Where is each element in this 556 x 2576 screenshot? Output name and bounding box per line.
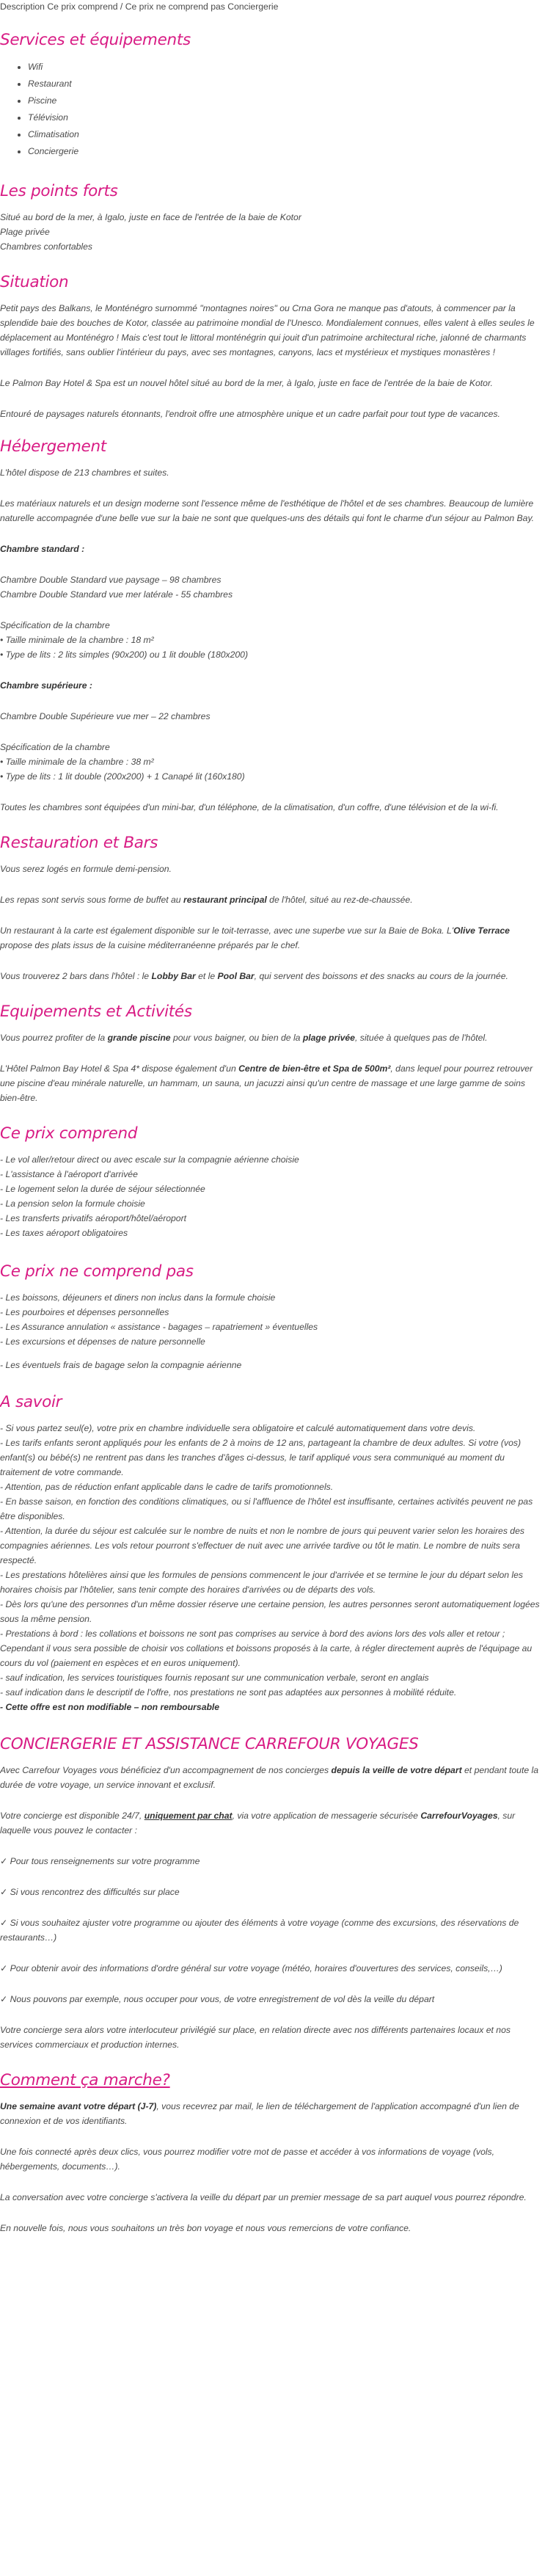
ne-comprend-title: Ce prix ne comprend pas — [0, 1262, 194, 1281]
service-item-conciergerie: • Conciergerie — [28, 143, 544, 160]
restauration-title: Restauration et Bars — [0, 834, 158, 852]
a-savoir-title: A savoir — [0, 1393, 62, 1411]
service-item-climatisation: • Climatisation — [28, 126, 544, 143]
service-item-wifi: • Wifi — [28, 59, 544, 76]
specification-1 — [0, 618, 544, 662]
a-savoir-item: - sauf indication, les services touristiques fournis reposant sur une communication verbale, seront en anglais — [0, 1673, 429, 1683]
a-savoir-item: - En basse saison, en fonction des conditions climatiques, ou si l'affluence de l'hôtel est insuffisante, certaines activités peuvent ne pas être disponibles. — [0, 1496, 533, 1521]
a-savoir-item: - Attention, la durée du séjour est calculée sur le nombre de nuits et non le nombre de jours qui peuvent varier selon les horaires des compagnies aériennes. Les vols retour pourront s'effectuer de nuit avec une arrivée tardive ou tôt le matin. Le nombre de nuits sera respecté. — [0, 1526, 524, 1565]
comment-paragraph-4: En nouvelle fois, nous vous souhaitons un très bon voyage et nous vous remercions de votre confiance. — [0, 2223, 411, 2233]
service-item-piscine: • Piscine — [28, 92, 544, 109]
points-forts-title: Les points forts — [0, 182, 118, 200]
breadcrumb-prix[interactable]: Ce prix comprend / Ce prix ne comprend pas — [47, 1, 225, 12]
equipements-title: Equipements et Activités — [0, 1003, 192, 1021]
specification-title: Spécification de la chambre — [0, 620, 110, 630]
a-savoir-item: - Prestations à bord : les collations et boissons ne sont pas comprises au service à bord des avions lors des vols aller et retour ; Cependant il vous sera possible de choisir vos collations et boissons proposés à la carte, à régler directement auprès de l'équipage au cours du vol (paiement en espèces et en euros uniquement). — [0, 1629, 533, 1668]
conciergerie-paragraph-3: Votre concierge sera alors votre interlocuteur privilégié sur place, en relation directe avec nos différents partenaires locaux et nos services commerciaux et production internes. — [0, 2025, 511, 2050]
point-fort-item: Situé au bord de la mer, à Igalo, juste en face de l'entrée de la baie de Kotor — [0, 212, 301, 222]
conciergerie-paragraph-2: Votre concierge est disponible 24/7, uniquement par chat, via votre application de messagerie sécurisée CarrefourVoyages, sur laquelle vous pouvez le contacter : — [0, 1811, 516, 1835]
restauration-paragraph-2: Les repas sont servis sous forme de buffet au restaurant principal de l'hôtel, situé au rez-de-chaussée. — [0, 895, 413, 905]
chambre-superieure-item: Chambre Double Supérieure vue mer – 22 chambres — [0, 711, 211, 721]
ne-comprend-item: - Les éventuels frais de bagage selon la compagnie aérienne — [0, 1360, 242, 1370]
specification-item: • Taille minimale de la chambre : 18 m² — [0, 635, 154, 645]
hebergement-title: Hébergement — [0, 437, 106, 456]
services-title: Services et équipements — [0, 31, 191, 49]
breadcrumb-description[interactable]: Description — [0, 1, 45, 12]
conciergerie-check-item: ✓ Si vous souhaitez ajuster votre programme ou ajouter des éléments à votre voyage (comme des excursions, des réservations de restaurants…) — [0, 1918, 519, 1943]
hebergement-paragraph-1: L'hôtel dispose de 213 chambres et suites. — [0, 467, 169, 478]
a-savoir-item: - Les tarifs enfants seront appliqués pour les enfants de 2 à moins de 12 ans, partageant la chambre de deux adultes. Si votre (vos) enfant(s) ou bébé(s) ne rentrent pas dans les tranches d'âges ci-dessus, le tarif appliqué vous sera communiqué au moment du traitement de votre commande. — [0, 1438, 521, 1477]
comprend-list — [0, 1152, 544, 1240]
equipements-paragraph-1: Vous pourrez profiter de la grande piscine pour vous baigner, ou bien de la plage privée, située à quelques pas de l'hôtel. — [0, 1033, 488, 1043]
comment-paragraph-3: La conversation avec votre concierge s'activera la veille du départ par un premier message de sa part auquel vous pourrez répondre. — [0, 2192, 527, 2202]
conciergerie-check-item: ✓ Nous pouvons par exemple, nous occuper pour vous, de votre enregistrement de vol dès la veille du départ — [0, 1994, 435, 2004]
restauration-paragraph-1: Vous serez logés en formule demi-pension. — [0, 864, 172, 874]
comment-paragraph-2: Une fois connecté après deux clics, vous pourrez modifier votre mot de passe et accéder à vos informations de voyage (vols, hébergements, documents…). — [0, 2147, 495, 2172]
comprend-item: - Les transferts privatifs aéroport/hôtel/aéroport — [0, 1213, 187, 1223]
ne-comprend-item: - Les Assurance annulation « assistance - bagages – rapatriement » éventuelles — [0, 1322, 318, 1332]
restauration-paragraph-3: Un restaurant à la carte est également disponible sur le toit-terrasse, avec une superbe vue sur la Baie de Boka. L'Olive Terrace propose des plats issus de la cuisine méditerranéenne préparés par le chef. — [0, 925, 510, 950]
conciergerie-check-item: ✓ Pour obtenir avoir des informations d'ordre général sur votre voyage (météo, horaires d'ouvertures des services, conseils,…) — [0, 1963, 502, 1973]
a-savoir-item-bold: - Cette offre est non modifiable – non remboursable — [0, 1702, 220, 1712]
service-item-restaurant: • Restaurant — [28, 76, 544, 92]
a-savoir-item: - Dès lors qu'une des personnes d'un même dossier réserve une certaine pension, les autres personnes seront automatiquement logées sous la même pension. — [0, 1599, 540, 1624]
chambre-superieure-title: Chambre supérieure : — [0, 680, 92, 691]
comment-paragraph-1: Une semaine avant votre départ (J-7), vous recevrez par mail, le lien de téléchargement de l'application accompagné d'un lien de connexion et de vos identifiants. — [0, 2101, 519, 2126]
restauration-paragraph-4: Vous trouverez 2 bars dans l'hôtel : le Lobby Bar et le Pool Bar, qui servent des boissons et des snacks au cours de la journée. — [0, 971, 508, 981]
ne-comprend-list — [0, 1290, 544, 1349]
a-savoir-item: - Les prestations hôtelières ainsi que les formules de pensions commencent le jour d'arrivée et se termine le jour du départ selon les horaires choisis par l'hôtelier, sans tenir compte des horaires d'arrivées ou de départs des vols. — [0, 1570, 523, 1595]
comprend-item: - La pension selon la formule choisie — [0, 1198, 145, 1209]
specification-item: • Taille minimale de la chambre : 38 m² — [0, 757, 154, 767]
a-savoir-item: - Attention, pas de réduction enfant applicable dans le cadre de tarifs promotionnels. — [0, 1482, 334, 1492]
points-forts-list — [0, 210, 544, 254]
specification-title: Spécification de la chambre — [0, 742, 110, 752]
specification-item: • Type de lits : 2 lits simples (90x200) ou 1 lit double (180x200) — [0, 650, 249, 660]
a-savoir-item: - sauf indication dans le descriptif de l'offre, nos prestations ne sont pas adaptées aux personnes à mobilité réduite. — [0, 1687, 457, 1698]
situation-paragraph-3: Entouré de paysages naturels étonnants, l'endroit offre une atmosphère unique et un cadre parfait pour tout type de vacances. — [0, 409, 500, 419]
point-fort-item: Plage privée — [0, 227, 50, 237]
hebergement-paragraph-2: Les matériaux naturels et un design moderne sont l'essence même de l'esthétique de l'hôtel et de ses chambres. Beaucoup de lumière naturelle accompagnée d'une belle vue sur la baie ne sont que quelques-uns des détails qui font le charme d'un séjour au Palmon Bay. — [0, 498, 535, 523]
services-list — [0, 59, 544, 160]
conciergerie-check-item: ✓ Pour tous renseignements sur votre programme — [0, 1856, 200, 1866]
chambre-item: Chambre Double Standard vue paysage – 98 chambres — [0, 575, 222, 585]
breadcrumb — [0, 0, 544, 15]
comprend-item: - Le logement selon la durée de séjour sélectionnée — [0, 1184, 205, 1194]
ne-comprend-item: - Les pourboires et dépenses personnelles — [0, 1307, 169, 1317]
point-fort-item: Chambres confortables — [0, 241, 92, 252]
chambre-standard-list — [0, 572, 544, 602]
service-item-television: • Télévision — [28, 109, 544, 126]
specification-item: • Type de lits : 1 lit double (200x200) + 1 Canapé lit (160x180) — [0, 771, 245, 782]
comprend-title: Ce prix comprend — [0, 1124, 138, 1143]
breadcrumb-conciergerie[interactable]: Conciergerie — [227, 1, 279, 12]
conciergerie-paragraph-1: Avec Carrefour Voyages vous bénéficiez d'un accompagnement de nos concierges depuis la veille de votre départ et pendant toute la durée de votre voyage, un service innovant et exclusif. — [0, 1765, 538, 1790]
comprend-item: - Les taxes aéroport obligatoires — [0, 1228, 128, 1238]
a-savoir-item: - Si vous partez seul(e), votre prix en chambre individuelle sera obligatoire et calculé automatiquement dans votre devis. — [0, 1423, 476, 1433]
conciergerie-check-item: ✓ Si vous rencontrez des difficultés sur place — [0, 1887, 180, 1897]
situation-paragraph-2: Le Palmon Bay Hotel & Spa est un nouvel hôtel situé au bord de la mer, à Igalo, juste en face de l'entrée de la baie de Kotor. — [0, 378, 493, 388]
comprend-item: - L'assistance à l'aéroport d'arrivée — [0, 1169, 138, 1179]
situation-title: Situation — [0, 273, 69, 291]
comprend-item: - Le vol aller/retour direct ou avec escale sur la compagnie aérienne choisie — [0, 1154, 299, 1165]
ne-comprend-item: - Les boissons, déjeuners et diners non inclus dans la formule choisie — [0, 1292, 276, 1303]
a-savoir-list — [0, 1421, 544, 1714]
chambre-item: Chambre Double Standard vue mer latérale - 55 chambres — [0, 589, 233, 600]
comment-title: Comment ça marche? — [0, 2071, 170, 2089]
specification-2 — [0, 740, 544, 784]
ne-comprend-item: - Les excursions et dépenses de nature personnelle — [0, 1336, 205, 1347]
chambre-standard-title: Chambre standard : — [0, 544, 85, 554]
situation-paragraph-1: Petit pays des Balkans, le Monténégro surnommé "montagnes noires" ou Crna Gora ne manque pas d'atouts, à commencer par la splendide baie des bouches de Kotor, classée au patrimoine mondial de l'Unesco. Mondialement connues, elles valent à elles seules le déplacement au Monténégro ! Mais c'est tout le littoral monténégrin qui jouit d'un patrimoine architectural riche, jalonné de charmants villages fortifiés, sans oublier l'intérieur du pays, avec ses montagnes, canyons, lacs et mystérieux et mystiques monastères ! — [0, 303, 535, 357]
conciergerie-title: CONCIERGERIE ET ASSISTANCE CARREFOUR VOYAGES — [0, 1735, 419, 1753]
equipements-paragraph-2: L'Hôtel Palmon Bay Hotel & Spa 4* dispose également d'un Centre de bien-être et Spa de 500m², dans lequel pour pourrez retrouver une piscine d'eau minérale naturelle, un hammam, un sauna, un jacuzzi ainsi qu'un centre de massage et une large gamme de soins bien-être. — [0, 1063, 533, 1103]
hebergement-equipement-paragraph: Toutes les chambres sont équipées d'un mini-bar, d'un téléphone, de la climatisation, d'un coffre, d'une télévision et de la wi-fi. — [0, 802, 499, 812]
